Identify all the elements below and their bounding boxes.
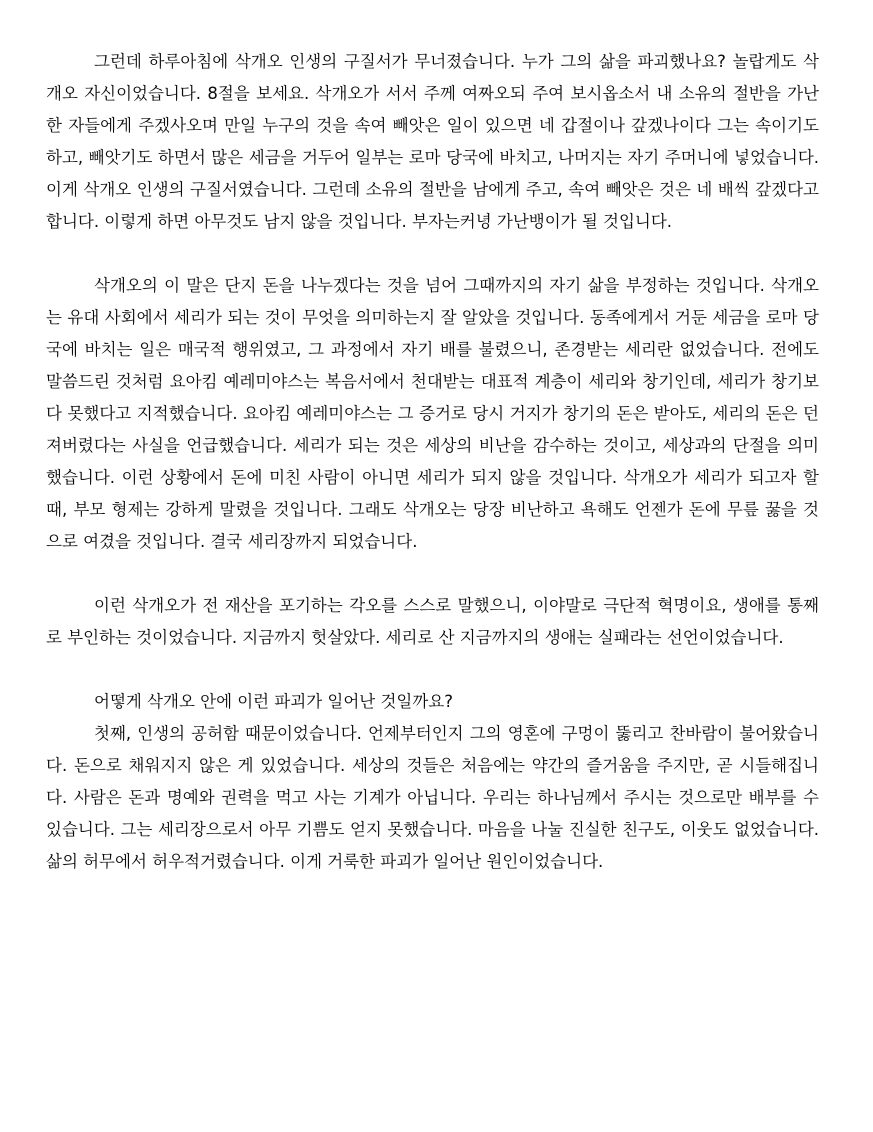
paragraph-4-question: 어떻게 삭개오 안에 이런 파괴가 일어난 것일까요?: [94, 692, 454, 711]
paragraph-2: 삭개오의 이 말은 단지 돈을 나누겠다는 것을 넘어 그때까지의 자기 삶을 부정하는 것입니다. 삭개오는 유대 사회에서 세리가 되는 것이 무엇을 의미하는지 잘 알았을 것입니다. 동족에게서 거둔 세금을 로마 당국에 바치는 일은 매국적 행위였고, 그 과정에서 자기 배를 불렸으니, 존경받는 세리란 없었습니다. 전에도 말씀드린 것처럼 요아킴 예레미야스는 복음서에서 천대받는 대표적 계층이 세리와 창기인데, 세리가 창기보다 못했다고 지적했습니다. 요아킴 예레미야스는 그 증거로 당시 거지가 창기의 돈은 받아도, 세리의 돈은 던져버렸다는 사실을 언급했습니다. 세리가 되는 것은 세상의 비난을 감수하는 것이고, 세상과의 단절을 의미했습니다. 이런 상황에서 돈에 미친 사람이 아니면 세리가 되지 않을 것입니다. 삭개오가 세리가 되고자 할 때, 부모 형제는 강하게 말렸을 것입니다. 그래도 삭개오는 당장 비난하고 욕해도 언젠가 돈에 무릎 꿇을 것으로 여겼을 것입니다. 결국 세리장까지 되었습니다.: [46, 276, 819, 551]
paragraph-5: 첫째, 인생의 공허함 때문이었습니다. 언제부터인지 그의 영혼에 구멍이 뚫리고 찬바람이 불어왔습니다. 돈으로 채워지지 않은 게 있었습니다. 세상의 것들은 처음에는 약간의 즐거움을 주지만, 곧 시들해집니다. 사람은 돈과 명예와 권력을 먹고 사는 기계가 아닙니다. 우리는 하나님께서 주시는 것으로만 배부를 수 있습니다. 그는 세리장으로서 아무 기쁨도 얻지 못했습니다. 마음을 나눌 진실한 친구도, 이웃도 없었습니다. 삶의 허무에서 허우적거렸습니다. 이게 거룩한 파괴가 일어난 원인이었습니다.: [46, 724, 819, 871]
document-body: [46, 46, 819, 878]
paragraph-spacer: [46, 238, 819, 270]
paragraph-spacer: [46, 558, 819, 590]
paragraph-3: 이런 삭개오가 전 재산을 포기하는 각오를 스스로 말했으니, 이야말로 극단적 혁명이요, 생애를 통째로 부인하는 것이었습니다. 지금까지 헛살았다. 세리로 산 지금까지의 생애는 실패라는 선언이었습니다.: [46, 596, 819, 647]
paragraph-1: 그런데 하루아침에 삭개오 인생의 구질서가 무너졌습니다. 누가 그의 삶을 파괴했나요? 놀랍게도 삭개오 자신이었습니다. 8절을 보세요. 삭개오가 서서 주께 여짜오되 주여 보시옵소서 내 소유의 절반을 가난한 자들에게 주겠사오며 만일 누구의 것을 속여 빼앗은 일이 있으면 네 갑절이나 갚겠나이다 그는 속이기도 하고, 빼앗기도 하면서 많은 세금을 거두어 일부는 로마 당국에 바치고, 나머지는 자기 주머니에 넣었습니다. 이게 삭개오 인생의 구질서였습니다. 그런데 소유의 절반을 남에게 주고, 속여 빼앗은 것은 네 배씩 갚겠다고 합니다. 이렇게 하면 아무것도 남지 않을 것입니다. 부자는커녕 가난뱅이가 될 것입니다.: [46, 52, 819, 231]
paragraph-spacer: [46, 654, 819, 686]
